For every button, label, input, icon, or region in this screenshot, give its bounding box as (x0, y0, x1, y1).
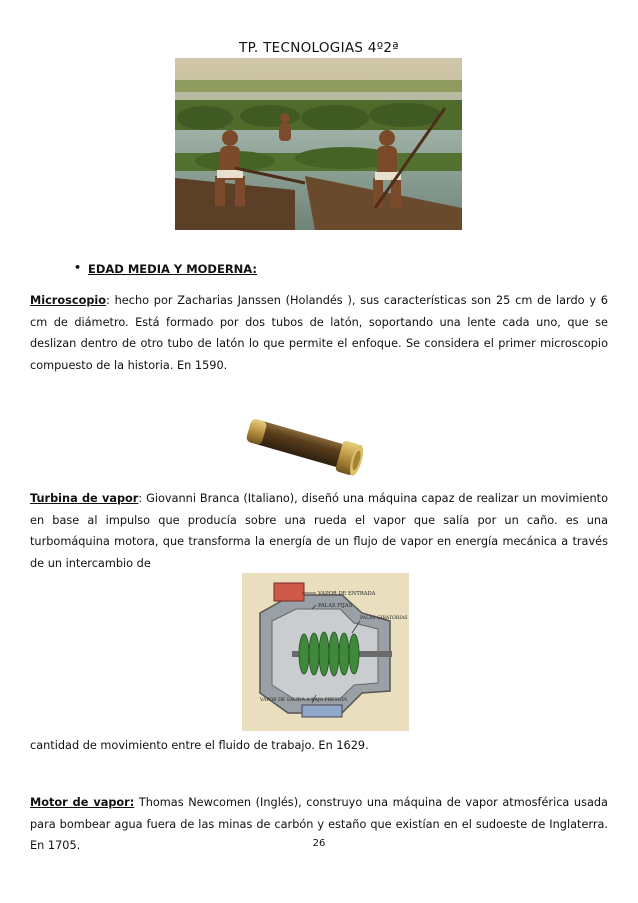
turbina-cont-text: cantidad de movimiento entre el fluido de trabajo. En 1629. (30, 739, 369, 752)
microscopio-text: : hecho por Zacharias Janssen (Holandés ), sus características son 25 cm de lardo y 6 cm de diámetro. Está formado por dos tubos de latón, soportando una lente cada uno, que se deslizan dentro de otro tubo de latón lo que permite el enfoque. Se considera el primer microscopio compuesto de la historia. En 1590. (30, 294, 608, 372)
section-heading-text: EDAD MEDIA Y MODERNA: (88, 262, 258, 276)
farming-illustration (175, 58, 462, 230)
microscope-image (240, 410, 372, 486)
turbina-text: : Giovanni Branca (Italiano), diseñó una máquina capaz de realizar un movimiento en base al impulso que producía sobre una rueda el vapor que salía por un caño. es una turbomáquina motora, que transforma la energía de un flujo de vapor en energía mecánica a través de un intercambio de (30, 492, 608, 570)
microscopio-term: Microscopio (30, 294, 107, 307)
motor-text: Thomas Newcomen (Inglés), construyo una máquina de vapor atmosférica usada para bombear agua fuera de las minas de carbón y estaño que existían en el sudoeste de Inglaterra. En 1705. (30, 796, 608, 852)
label-palas-giratorias: PALAS GIRATORIAS (360, 616, 408, 621)
label-vapor-entrada: VAPOR DE ENTRADA (318, 591, 376, 597)
page-title: TP. TECNOLOGIAS 4º2ª (239, 40, 399, 56)
steam-turbine-diagram (242, 573, 409, 731)
turbina-paragraph (30, 488, 608, 574)
turbina-term: Turbina de vapor (30, 492, 139, 505)
turbina-continuation (30, 735, 608, 757)
page-number: 26 (312, 838, 326, 849)
label-palas-fijas: PALAS FIJAS (318, 603, 353, 609)
motor-term: Motor de vapor: (30, 796, 135, 809)
label-vapor-salida: VAPOR DE SALIDA A BAJA PRESIÓN (260, 698, 348, 703)
bullet-icon: • (74, 261, 82, 274)
section-heading (74, 261, 258, 276)
microscopio-paragraph (30, 290, 608, 376)
